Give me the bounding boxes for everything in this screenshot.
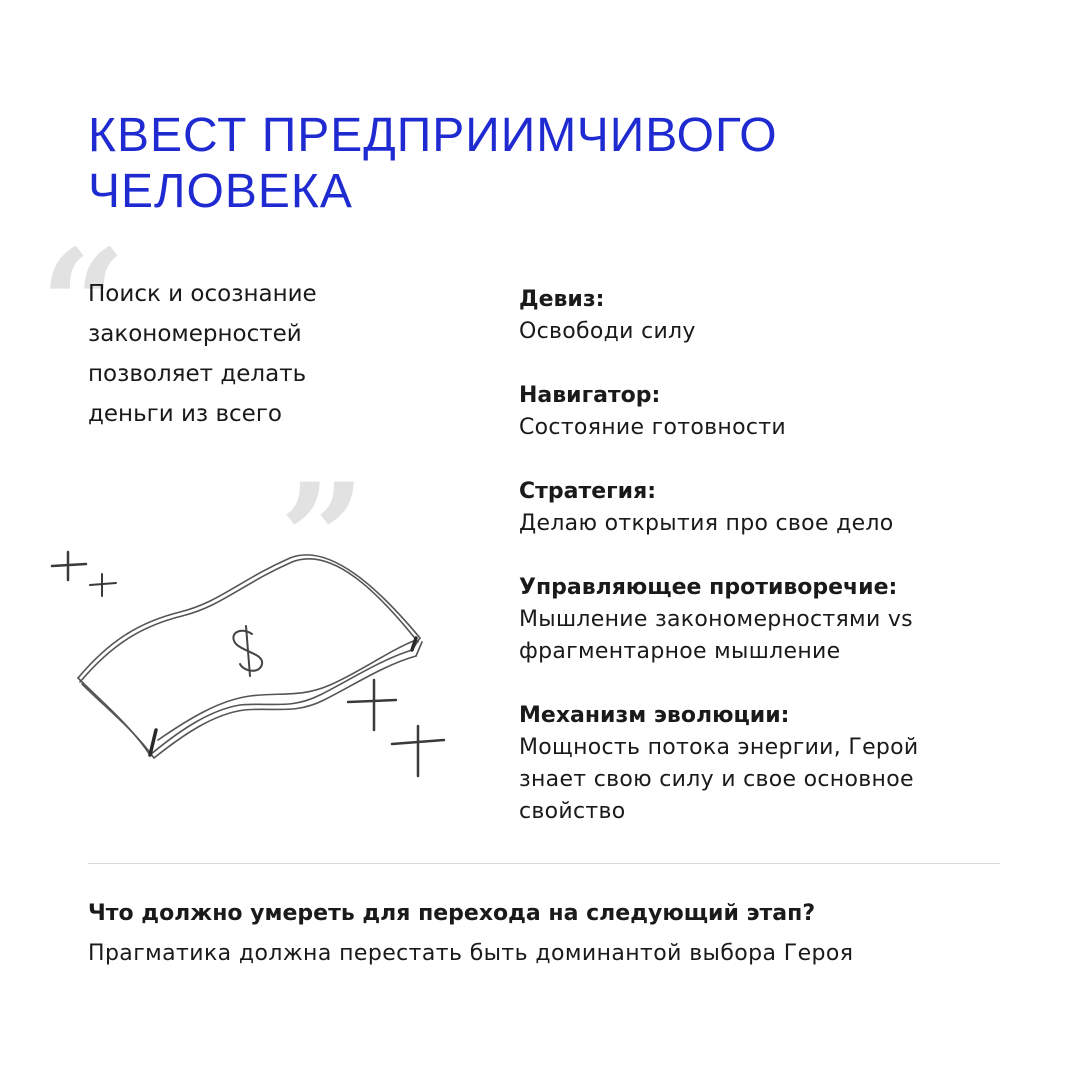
detail-value-line: фрагментарное мышление	[519, 639, 841, 664]
detail-value	[519, 604, 1039, 668]
divider	[88, 863, 1000, 864]
quote-open-icon: “	[40, 217, 127, 393]
sparkle-icon	[392, 726, 444, 776]
bottom-question: Что должно умереть для перехода на следующий этап?	[88, 901, 816, 926]
detail-value-line: Мощность потока энергии, Герой	[519, 735, 919, 760]
sparkle-icon	[90, 574, 116, 596]
bottom-answer: Прагматика должна перестать быть доминантой выбора Героя	[88, 941, 854, 966]
detail-label: Девиз:	[519, 287, 605, 312]
detail-navigator	[519, 380, 1039, 444]
detail-evolution	[519, 700, 1039, 828]
detail-value	[519, 508, 1039, 540]
sparkle-icon	[348, 680, 396, 730]
detail-value-line: знает свою силу и свое основное	[519, 767, 914, 792]
detail-value-line: Состояние готовности	[519, 415, 786, 440]
detail-value-line: Делаю открытия про свое дело	[519, 511, 894, 536]
quote-text	[88, 274, 388, 434]
title-line-1: КВЕСТ ПРЕДПРИИМЧИВОГО	[88, 109, 778, 162]
detail-label: Механизм эволюции:	[519, 703, 790, 728]
detail-contradiction	[519, 572, 1039, 668]
detail-label: Навигатор:	[519, 383, 661, 408]
detail-motto	[519, 284, 1039, 348]
dollar-bill-sketch-icon	[40, 530, 460, 790]
quote-close-icon: „	[282, 365, 369, 541]
detail-value-line: Мышление закономерностями vs	[519, 607, 913, 632]
detail-value	[519, 316, 1039, 348]
detail-value-line: свойство	[519, 799, 626, 824]
sparkle-icon	[52, 552, 86, 580]
detail-value	[519, 412, 1039, 444]
title-line-2: ЧЕЛОВЕКА	[88, 165, 353, 218]
detail-label: Стратегия:	[519, 479, 656, 504]
quest-details	[519, 284, 1039, 860]
quote-line: позволяет делать	[88, 361, 307, 387]
detail-value	[519, 732, 1039, 828]
quote-line: деньги из всего	[88, 401, 282, 427]
detail-strategy	[519, 476, 1039, 540]
detail-label: Управляющее противоречие:	[519, 575, 898, 600]
quote-line: Поиск и осознание	[88, 281, 317, 307]
detail-value-line: Освободи силу	[519, 319, 696, 344]
page-title	[88, 108, 988, 220]
quote-line: закономерностей	[88, 321, 302, 347]
